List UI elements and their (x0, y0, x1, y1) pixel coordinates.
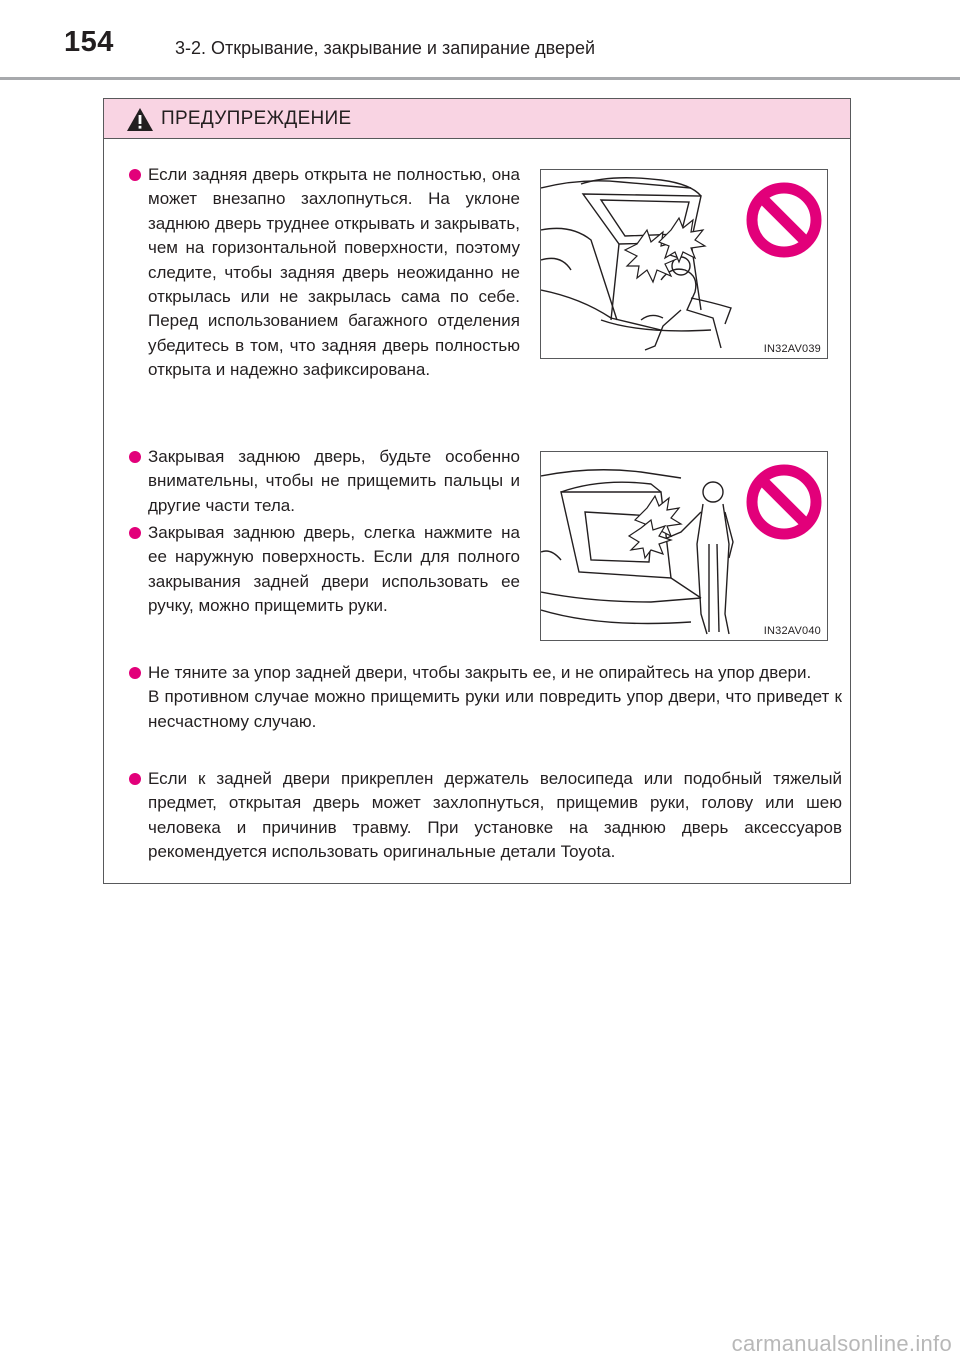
car-trunk-slope-illustration (541, 170, 827, 358)
section-title: 3-2. Открывание, закрывание и запирание дверей (175, 38, 596, 58)
warning-item-text: Закрывая заднюю дверь, слегка нажмите на ее наружную поверхность. Если для полного закрывания задней двери использовать ее ручку, можно прищемить руки. (148, 523, 520, 616)
warning-item-4 (148, 661, 842, 734)
bullet-icon (129, 773, 141, 785)
warning-item-text: Если к задней двери прикреплен держатель велосипеда или подобный тяжелый предмет, открытая дверь может захлопнуться, прищемив руки, голову или шею человека и причинив травму. При установке на заднюю дверь аксессуаров рекомендуется использовать оригинальные детали Toyota. (148, 769, 842, 862)
closing-trunk-illustration (541, 452, 827, 640)
bullet-icon (129, 169, 141, 181)
warning-item-text: Не тяните за упор задней двери, чтобы закрыть ее, и не опирайтесь на упор двери. (148, 663, 812, 682)
bullet-icon (129, 667, 141, 679)
warning-item-text: Если задняя дверь открыта не полностью, она может внезапно захлопнуться. На уклоне заднюю дверь труднее открывать и закрывать, чем на горизонтальной поверхности, поэтому следите, чтобы задняя дверь неожиданно не открылась или не закрылась сама по себе. Перед использованием багажного отделения убедитесь в том, что задняя дверь полностью открыта и надежно зафиксирована. (148, 165, 520, 380)
warning-triangle-icon (126, 107, 154, 132)
warning-item-text: Закрывая заднюю дверь, будьте особенно внимательны, чтобы не прищемить пальцы и другие части тела. (148, 447, 520, 515)
warning-box (103, 98, 851, 884)
warning-title: ПРЕДУПРЕЖДЕНИЕ (161, 108, 352, 129)
page-number: 154 (64, 26, 114, 58)
illustration-1 (540, 169, 828, 359)
warning-item-text-2: В противном случае можно прищемить руки или повредить упор двери, что приведет к несчастному случаю. (148, 687, 842, 731)
warning-item-3 (148, 521, 520, 619)
page-header (0, 0, 960, 86)
illustration-code: IN32AV039 (763, 343, 821, 355)
bullet-icon (129, 451, 141, 463)
warning-item-1 (148, 163, 520, 383)
warning-item-5 (148, 767, 842, 865)
illustration-code: IN32AV040 (763, 625, 821, 637)
warning-header (104, 99, 850, 139)
bullet-icon (129, 527, 141, 539)
illustration-2 (540, 451, 828, 641)
header-rule (0, 77, 960, 80)
warning-item-2 (148, 445, 520, 518)
watermark: carmanualsonline.info (731, 1331, 952, 1356)
